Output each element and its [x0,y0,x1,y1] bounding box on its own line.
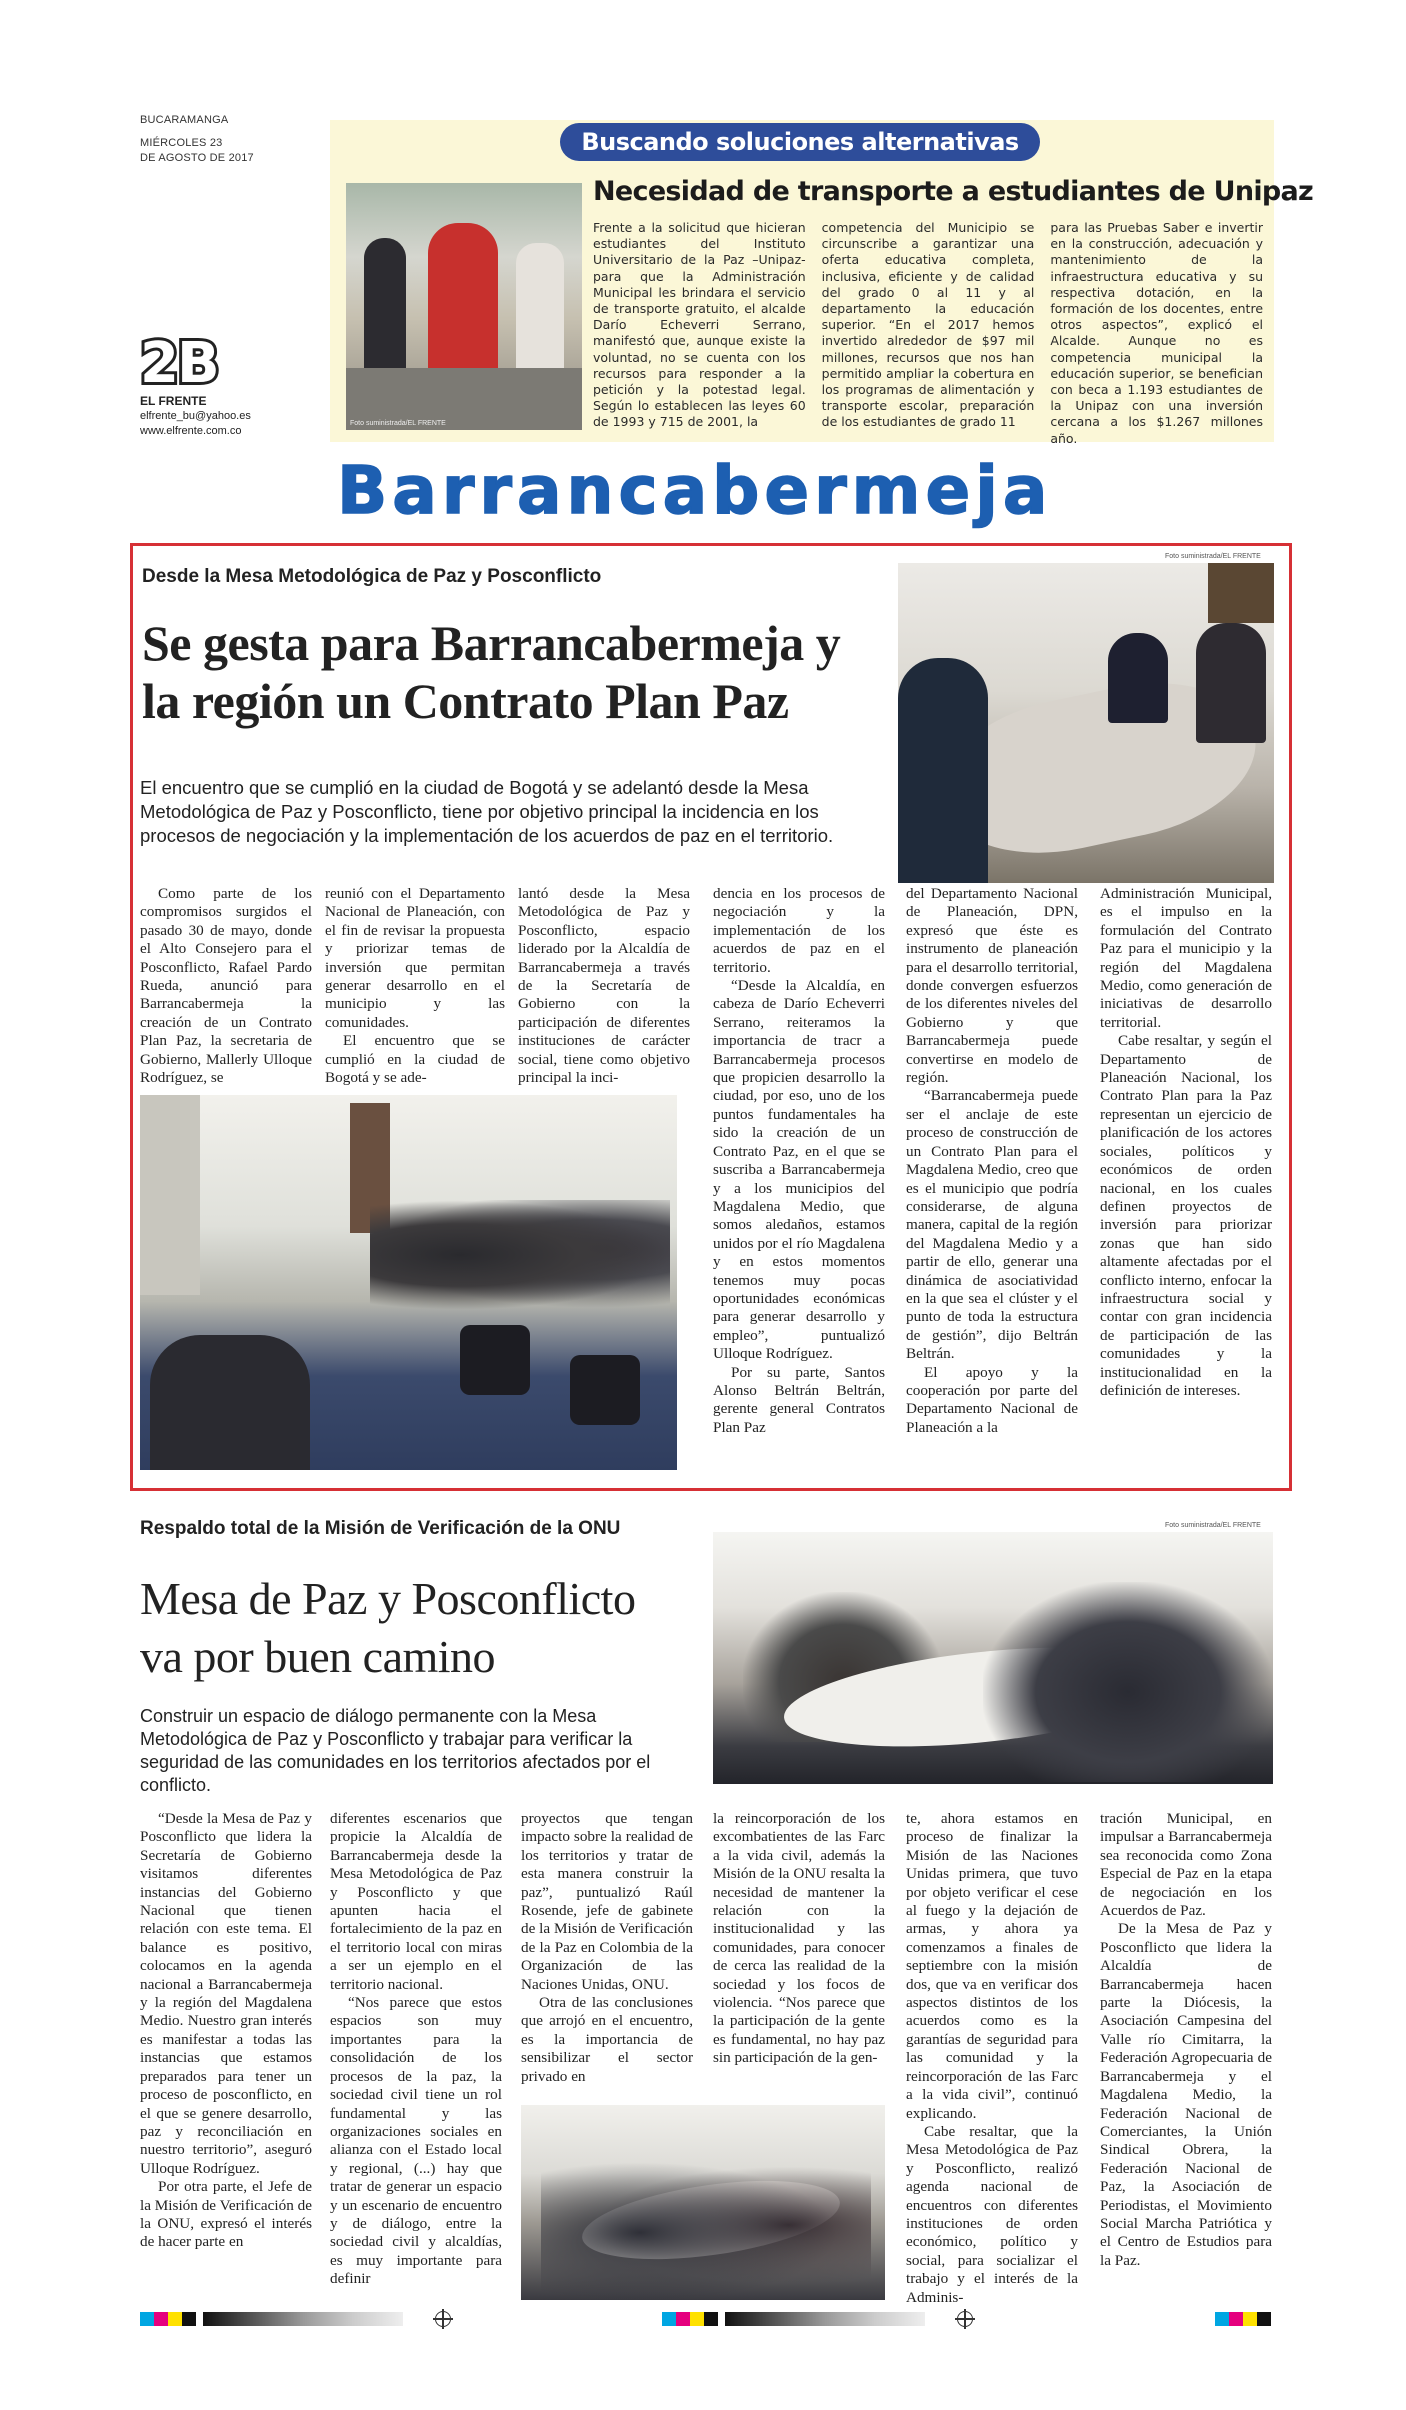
gray-scale-bar-left [203,2312,403,2326]
article-2-column-1: “Desde la Mesa de Paz y Posconflicto que lidera la Secretaría de Gobierno visitamos diferentes instancias del Gobierno Nacional que tienen relación con este tema. El balance es positivo, colocamos en la agenda nacional a Barrancabermeja y la región del Magdalena Medio. Nuestro gran interés es manifestar a todas las instancias que estamos preparados para tener un proceso de posconflicto, en el que se genere desarrollo, paz y reconciliación en nuestro territorio”, aseguró Ulloque Rodríguez. Por otra parte, el Jefe de la Misión de Verificación de la ONU, expresó el interés de hacer parte en [140,1810,312,2251]
publication-name: EL FRENTE [140,394,207,408]
article-1-headline: Se gesta para Barrancabermeja y la región un Contrato Plan Paz [142,615,841,729]
article-2-headline: Mesa de Paz y Posconflicto va por buen camino [140,1573,636,1682]
top-story-columns [593,220,1264,446]
section-masthead: Barrancabermeja [337,452,1053,529]
article-1-photo-credit: Foto suministrada/EL FRENTE [1165,553,1261,560]
page-number: 2B [140,331,218,396]
dateline-city: BUCARAMANGA [140,114,229,126]
color-registration-bar-right [1215,2312,1271,2326]
publication-info [140,393,251,439]
article-1-lede: El encuentro que se cumplió en la ciudad de Bogotá y se adelantó desde la Mesa Metodológica de Paz y Posconflicto, tiene por objetivo principal la incidencia en los procesos de negociación y la implementación de los acuerdos de paz en el territorio. [140,777,834,846]
top-story-column-1: Frente a la solicitud que hicieran estudiantes del Instituto Universitario de la Paz –Unipaz- para que la Administración Municipal les brindara el servicio de transporte gratuito, el alcalde Darío Echeverri Serrano, manifestó que, aunque existe la voluntad, no se cuenta con los recursos para responder a la petición y la potestad legal. Según lo establecen las leyes 60 de 1993 y 715 de 2001, la [593,220,806,430]
article-1-column-3: lantó desde la Mesa Metodológica de Paz y Posconflicto, espacio liderado por la Alcaldía de Barrancabermeja a través de la Secretaría de Gobierno con la participación de diferentes instituciones de carácter social, tiene como objetivo principal la inci- [518,885,690,1087]
article-1-column-1: Como parte de los compromisos surgidos el pasado 30 de mayo, donde el Alto Consejero para el Posconflicto, Rafael Pardo Rueda, anunció para Barrancabermeja la creación de un Contrato Plan Paz, la secretaria de Gobierno, Mallerly Ulloque Rodríguez, se [140,885,312,1087]
top-story-banner: Buscando soluciones alternativas [560,123,1040,161]
article-2-kicker: Respaldo total de la Misión de Verificación de la ONU [140,1518,621,1539]
article-2-lede: Construir un espacio de diálogo permanente con la Mesa Metodológica de Paz y Posconflicto y trabajar para verificar la seguridad de las comunidades en los territorios afectados por el conflicto. [140,1706,651,1795]
article-2-photo-credit: Foto suministrada/EL FRENTE [1165,1522,1261,1529]
gray-scale-bar-center [725,2312,925,2326]
article-1-photo-meeting [898,563,1274,883]
publication-email[interactable]: elfrente_bu@yahoo.es [140,410,251,423]
article-2-column-5: te, ahora estamos en proceso de finalizar la Misión de las Naciones Unidas primera, que tuvo por objeto verificar el cese al fuego y la dejación de armas, y ahora ya comenzamos a finales de septiembre con la misión dos, que va en verificar dos aspectos distintos de los acuerdos como es la garantías de seguridad para las comunidad y la reincorporación de las Farc a la vida civil”, continuó explicando. Cabe resaltar, que la Mesa Metodológica de Paz y Posconflicto, realizó agenda nacional de encuentros con diferentes instituciones de orden económico, político y social, para socializar el trabajo y el interés de la Adminis- [906,1810,1078,2306]
article-1-column-6: Administración Municipal, es el impulso en la formulación del Contrato Paz para el municipio y la región del Magdalena Medio, como generación de iniciativas de desarrollo territorial. Cabe resaltar, y según el Departamento de Planeación Nacional, los Contrato Plan para la Paz representan un ejercicio de planificación de los actores sociales, políticos y económicos de orden nacional, en los cuales definen proyectos de inversión para priorizar zonas que han sido altamente afectadas por el conflicto interno, enfocar la infraestructura social y contar con gran incidencia de participación de las comunidades y la institucionalidad en la definición de intereses. [1100,885,1272,1399]
article-1-photo-group [140,1095,677,1470]
top-story-photo-credit: Foto suministrada/EL FRENTE [350,420,446,427]
top-story-title: Necesidad de transporte a estudiantes de Unipaz [593,176,1314,207]
color-registration-bar-left [140,2312,196,2326]
article-2-column-4: la reincorporación de los excombatientes de las Farc a la vida civil, además la Misión de la ONU resalta la necesidad de mantener la relación con la institucionalidad y las comunidades, para conocer de cerca las realidad de la sociedad y los focos de violencia. “Nos parece que la participación de la gente es fundamental, no hay paz sin participación de la gen- [713,1810,885,2067]
top-story-column-3: para las Pruebas Saber e invertir en la construcción, adecuación y mantenimiento de la infraestructura educativa y su respectiva dotación, en la formación de los docentes, entre otros aspectos”, explicó el Alcalde. Aunque no es competencia municipal la educación superior, se benefician con beca a 1.193 estudiantes de la Unipaz con una inversión cercana a los $1.267 millones año. [1050,220,1264,446]
article-2-column-6: tración Municipal, en impulsar a Barrancabermeja sea reconocida como Zona Especial de Paz en la etapa de negociación en los Acuerdos de Paz. De la Mesa de Paz y Posconflicto que lidera la Alcaldía de Barrancabermeja hacen parte la Diócesis, la Asociación Campesina del Valle río Cimitarra, la Federación Agropecuaria de Barrancabermeja y el Magdalena Medio, la Federación Nacional de Comerciantes, la Unión Sindical Obrera, la Federación Nacional de Paz, la Asociación de Periodistas, el Movimiento Social Marcha Patriótica y el Centro de Estudios para la Paz. [1100,1810,1272,2269]
article-2-column-3: proyectos que tengan impacto sobre la realidad de los territorios y tratar de esta manera construir la paz”, puntualizó Raúl Rosende, jefe de gabinete de la Misión de Verificación de la Paz en Colombia de la Organización de las Naciones Unidas, ONU. Otra de las conclusiones que arrojó en el encuentro, es la importancia de sensibilizar el sector privado en [521,1810,693,2085]
registration-crosshair-left [435,2311,451,2327]
article-2-column-2: diferentes escenarios que propicie la Alcaldía de Barrancabermeja desde la Mesa Metodológica de Paz y Posconflicto y que apunten hacia el fortalecimiento de la paz en el territorio local con miras a ser un ejemplo en el territorio nacional. “Nos parece que estos espacios son muy importantes para la consolidación de los procesos de la paz, la sociedad civil tiene un rol fundamental y las organizaciones sociales en alianza con el Estado local y regional, (...) hay que tratar de generar un espacio y un escenario de encuentro y de diálogo, entre la sociedad civil y alcaldías, es muy importante para definir [330,1810,502,2288]
article-1-kicker: Desde la Mesa Metodológica de Paz y Posconflicto [142,566,602,587]
dateline-day: MIÉRCOLES 23 [140,136,223,149]
article-2-photo-meeting [713,1532,1273,1784]
top-story-photo [346,183,582,430]
dateline [140,113,254,166]
article-1-column-5: del Departamento Nacional de Planeación, DPN, expresó que éste es instrumento de planeación para el desarrollo territorial, donde convergen esfuerzos de los diferentes niveles del Gobierno y que Barrancabermeja puede convertirse en modelo de región. “Barrancabermeja puede ser el anclaje de este proceso de construcción de un Contrato Plan para el Magdalena Medio, creo que es el municipio que podría considerarse, de alguna manera, capital de la región del Magdalena Medio y a partir de ello, generar una dinámica de asociatividad en la que sea el clúster y el punto de toda la estructura de gestión”, dijo Beltrán Beltrán. El apoyo y la cooperación por parte del Departamento Nacional de Planeación a la [906,885,1078,1436]
article-1-column-4: dencia en los procesos de negociación y la implementación de los acuerdos de paz en el territorio. “Desde la Alcaldía, en cabeza de Darío Echeverri Serrano, reiteramos la importancia de tracr a Barrancabermeja procesos que propicien desarrollo la ciudad, por eso, uno de los puntos fundamentales ha sido la creación de un Contrato Paz, en el que se suscriba a Barrancabermeja y a los municipios del Magdalena Medio, que somos aledaños, estamos unidos por el río Magdalena y en estos momentos tenemos muy pocas oportunidades económicas para generar desarrollo y empleo”, puntualizó Ulloque Rodríguez. Por su parte, Santos Alonso Beltrán Beltrán, gerente general Contratos Plan Paz [713,885,885,1436]
dateline-date: DE AGOSTO DE 2017 [140,151,254,164]
registration-crosshair-right [957,2311,973,2327]
publication-website[interactable]: www.elfrente.com.co [140,425,242,438]
article-1-column-2: reunió con el Departamento Nacional de Planeación, con el fin de revisar la propuesta y priorizar temas de inversión que permitan generar desarrollo en el municipio y las comunidades. El encuentro que se cumplió en la ciudad de Bogotá y se ade- [325,885,505,1087]
article-2-photo-table [521,2105,885,2300]
color-registration-bar-center [662,2312,718,2326]
top-story-column-2: competencia del Municipio se circunscribe a garantizar una oferta educativa completa, inclusiva, eficiente y de calidad del grado 0 al 11 y al departamento la educación superior. “En el 2017 hemos invertido alrededor de $97 mil millones, recursos que nos han permitido ampliar la cobertura en los programas de alimentación y transporte escolar, preparación de los estudiantes de grado 11 [821,220,1035,430]
